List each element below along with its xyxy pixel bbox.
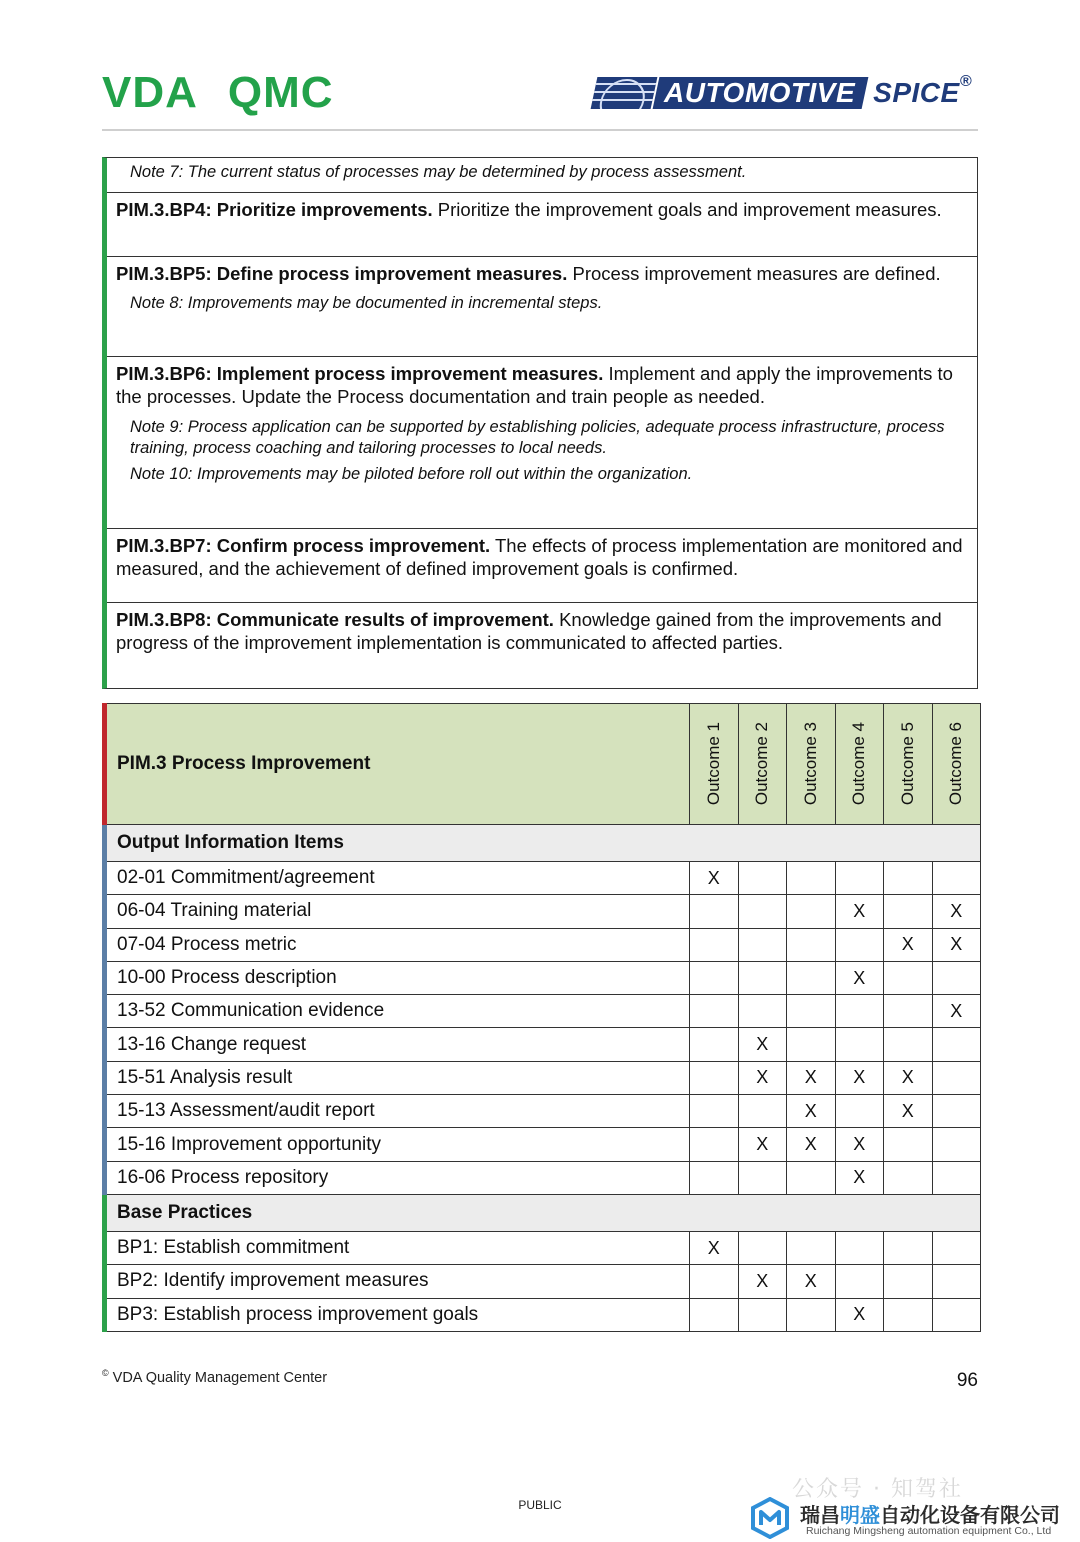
outcome-5-header: Outcome 5 <box>884 704 933 825</box>
bp6-row <box>107 356 977 528</box>
row-label: 02-01 Commitment/agreement <box>105 862 690 895</box>
outcome-mark: X <box>835 1061 884 1094</box>
outcome-mark <box>690 1028 739 1061</box>
outcome-mark: X <box>787 1128 836 1161</box>
outcome-mark <box>787 895 836 928</box>
bp8-title: PIM.3.BP8: Communicate results of improvement. <box>116 609 554 630</box>
outcome-3-header: Outcome 3 <box>787 704 836 825</box>
outcome-mark: X <box>738 1028 787 1061</box>
bp7-title: PIM.3.BP7: Confirm process improvement. <box>116 535 491 556</box>
outcome-mark: X <box>835 1128 884 1161</box>
table-row <box>105 928 981 961</box>
outcome-mark <box>787 1028 836 1061</box>
outcome-mark <box>690 995 739 1028</box>
outcome-2-header: Outcome 2 <box>738 704 787 825</box>
outcome-mark <box>932 961 981 994</box>
table-row <box>105 1128 981 1161</box>
bp7-row <box>107 528 977 602</box>
outcome-mark <box>835 862 884 895</box>
globe-icon <box>591 77 658 109</box>
outcome-mark <box>690 895 739 928</box>
outcome-mark: X <box>787 1061 836 1094</box>
table-row <box>105 961 981 994</box>
bp5-row <box>107 256 977 356</box>
outcome-mark: X <box>738 1128 787 1161</box>
company-logo-icon <box>750 1497 790 1539</box>
row-label: 15-51 Analysis result <box>105 1061 690 1094</box>
row-label: 15-16 Improvement opportunity <box>105 1128 690 1161</box>
matrix-header-row <box>105 704 981 825</box>
outcome-mark <box>738 995 787 1028</box>
outcome-mark <box>835 1095 884 1128</box>
section-title: Base Practices <box>105 1194 981 1231</box>
section-base-practices <box>105 1194 981 1231</box>
note-9: Note 9: Process application can be supported by establishing policies, adequate process infrastructure, process training, process coaching and tailoring processes to local needs. <box>130 418 945 457</box>
outcome-mark <box>690 1095 739 1128</box>
outcome-mark <box>932 1061 981 1094</box>
row-label: 07-04 Process metric <box>105 928 690 961</box>
outcome-mark <box>738 1095 787 1128</box>
watermark-faint-text: 公众号 · 知驾社 <box>792 1477 963 1502</box>
automotive-spice-logo <box>594 73 972 110</box>
outcome-mark <box>787 995 836 1028</box>
bp4-row <box>107 192 977 256</box>
outcome-mark <box>738 1298 787 1331</box>
outcome-mark <box>835 1028 884 1061</box>
bp6-text: Implement and apply the improvements to the processes. Update the Process documentation and train people as needed. <box>116 363 953 407</box>
copyright-text: VDA Quality Management Center <box>108 1369 328 1386</box>
outcome-mark <box>690 1265 739 1298</box>
outcome-mark: X <box>932 928 981 961</box>
outcome-mark <box>787 928 836 961</box>
note-10: Note 10: Improvements may be piloted before roll out within the organization. <box>130 465 693 483</box>
bp4-title: PIM.3.BP4: Prioritize improvements. <box>116 199 433 220</box>
bp7-text: The effects of process implementation are monitored and measured, and the achievement of defined improvement goals is confirmed. <box>116 535 963 579</box>
row-label: 10-00 Process description <box>105 961 690 994</box>
bp8-row <box>107 602 977 688</box>
outcome-mark: X <box>884 1061 933 1094</box>
outcome-mark <box>884 895 933 928</box>
spice-automotive-text: AUTOMOTIVE <box>664 77 856 108</box>
bp4-text: Prioritize the improvement goals and improvement measures. <box>432 199 942 220</box>
outcome-mark <box>787 1298 836 1331</box>
outcome-mark <box>835 995 884 1028</box>
outcome-1-header: Outcome 1 <box>690 704 739 825</box>
qmc-logo-text: QMC <box>227 68 334 117</box>
row-label: 06-04 Training material <box>105 895 690 928</box>
outcome-mark: X <box>835 895 884 928</box>
page-number: 96 <box>956 1370 978 1391</box>
section-output-information-items <box>105 825 981 862</box>
outcome-mark: X <box>787 1265 836 1298</box>
outcome-mark <box>884 1161 933 1194</box>
table-row <box>105 995 981 1028</box>
outcome-mark <box>738 928 787 961</box>
note-7: Note 7: The current status of processes may be determined by process assessment. <box>130 163 747 181</box>
outcome-mark: X <box>835 1161 884 1194</box>
watermark-cn-part1: 瑞昌 <box>800 1503 840 1527</box>
outcome-mark <box>884 961 933 994</box>
outcome-mark <box>884 1231 933 1264</box>
outcome-6-header: Outcome 6 <box>932 704 981 825</box>
outcome-mark <box>884 1128 933 1161</box>
outcome-mark <box>787 862 836 895</box>
outcome-mark <box>690 1128 739 1161</box>
outcome-mark <box>932 1161 981 1194</box>
row-label: BP2: Identify improvement measures <box>105 1265 690 1298</box>
classification-label: PUBLIC <box>518 1498 562 1512</box>
outcome-mark <box>932 862 981 895</box>
outcome-mark <box>787 961 836 994</box>
outcome-mark <box>690 961 739 994</box>
outcome-mark <box>787 1161 836 1194</box>
outcome-mark: X <box>932 895 981 928</box>
row-label: BP1: Establish commitment <box>105 1231 690 1264</box>
table-row <box>105 1028 981 1061</box>
table-row <box>105 1161 981 1194</box>
outcome-mark <box>884 1298 933 1331</box>
outcome-mark <box>884 1265 933 1298</box>
outcome-mark <box>690 1298 739 1331</box>
outcome-mark <box>932 1265 981 1298</box>
outcome-mark <box>932 1028 981 1061</box>
section-title: Output Information Items <box>105 825 981 862</box>
note-7-row <box>107 158 977 192</box>
table-row <box>105 862 981 895</box>
outcome-mark: X <box>787 1095 836 1128</box>
outcome-mark: X <box>835 1298 884 1331</box>
outcome-mark: X <box>690 1231 739 1264</box>
vda-logo-text: VDA <box>102 68 198 117</box>
bp8-text: Knowledge gained from the improvements and progress of the improvement implementation is communicated to affected parties. <box>116 609 942 653</box>
table-row <box>105 1095 981 1128</box>
table-row <box>105 1265 981 1298</box>
base-practices-box <box>102 157 978 689</box>
bp6-title: PIM.3.BP6: Implement process improvement measures. <box>116 363 604 384</box>
copyright-symbol: © <box>102 1368 109 1378</box>
outcome-mark <box>884 1028 933 1061</box>
table-row <box>105 1231 981 1264</box>
outcome-mark <box>932 1128 981 1161</box>
watermark-company-cn <box>800 1499 1060 1528</box>
table-row <box>105 1298 981 1331</box>
note-8: Note 8: Improvements may be documented in incremental steps. <box>130 294 603 312</box>
outcome-mark: X <box>738 1265 787 1298</box>
outcome-mark <box>932 1095 981 1128</box>
outcome-4-header: Outcome 4 <box>835 704 884 825</box>
row-label: 13-52 Communication evidence <box>105 995 690 1028</box>
outcome-mark: X <box>690 862 739 895</box>
outcome-matrix-table <box>102 703 981 1332</box>
outcome-mark: X <box>884 928 933 961</box>
spice-text: SPICE <box>873 77 960 108</box>
outcome-mark: X <box>884 1095 933 1128</box>
outcome-mark <box>835 1265 884 1298</box>
outcome-mark <box>690 1161 739 1194</box>
outcome-mark: X <box>932 995 981 1028</box>
outcome-mark <box>738 1231 787 1264</box>
header-divider <box>102 129 978 131</box>
row-label: 15-13 Assessment/audit report <box>105 1095 690 1128</box>
outcome-mark <box>690 928 739 961</box>
outcome-mark <box>932 1298 981 1331</box>
copyright-footer <box>102 1368 327 1386</box>
row-label: 13-16 Change request <box>105 1028 690 1061</box>
bp5-text: Process improvement measures are defined. <box>567 263 941 284</box>
outcome-mark <box>738 862 787 895</box>
outcome-mark: X <box>835 961 884 994</box>
outcome-mark <box>738 1161 787 1194</box>
matrix-title: PIM.3 Process Improvement <box>105 704 690 825</box>
outcome-mark <box>884 995 933 1028</box>
outcome-mark <box>932 1231 981 1264</box>
row-label: 16-06 Process repository <box>105 1161 690 1194</box>
outcome-mark <box>884 862 933 895</box>
vda-qmc-logo <box>102 68 334 118</box>
outcome-mark <box>835 928 884 961</box>
outcome-mark <box>835 1231 884 1264</box>
watermark-company-en: Ruichang Mingsheng automation equipment Co., Ltd <box>806 1525 1052 1537</box>
outcome-mark <box>738 895 787 928</box>
outcome-mark <box>787 1231 836 1264</box>
row-label: BP3: Establish process improvement goals <box>105 1298 690 1331</box>
table-row <box>105 1061 981 1094</box>
outcome-mark <box>738 961 787 994</box>
bp5-title: PIM.3.BP5: Define process improvement measures. <box>116 263 568 284</box>
watermark-cn-part2: 明盛 <box>840 1503 880 1527</box>
outcome-mark <box>690 1061 739 1094</box>
table-row <box>105 895 981 928</box>
outcome-mark: X <box>738 1061 787 1094</box>
watermark-cn-part3: 自动化设备有限公司 <box>880 1503 1060 1527</box>
registered-mark: ® <box>959 73 972 90</box>
